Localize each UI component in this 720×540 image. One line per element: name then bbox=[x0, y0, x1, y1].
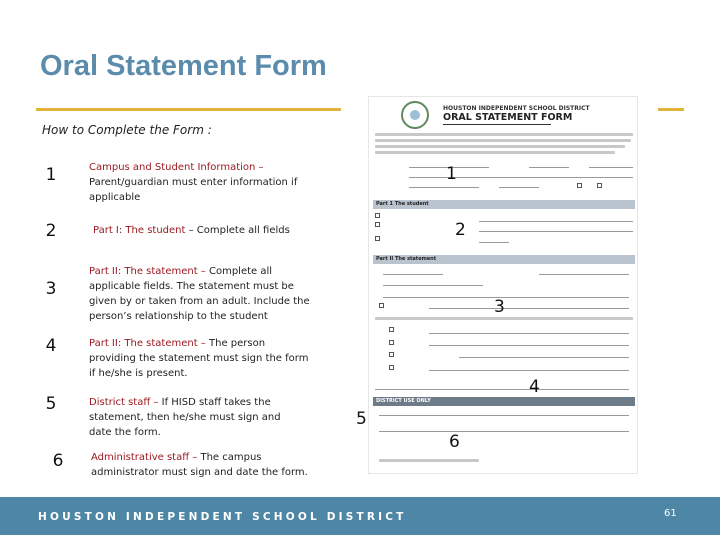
form-field-line bbox=[383, 285, 483, 286]
step-number: 5 bbox=[45, 394, 57, 414]
form-title-rule bbox=[443, 124, 551, 125]
form-field-line bbox=[429, 333, 629, 334]
form-text-line bbox=[375, 133, 633, 136]
form-checkbox bbox=[389, 352, 394, 357]
form-district-name: HOUSTON INDEPENDENT SCHOOL DISTRICT bbox=[443, 105, 590, 112]
step-number: 4 bbox=[45, 336, 57, 356]
form-signature-line bbox=[375, 389, 629, 390]
step-description bbox=[93, 223, 318, 238]
form-field-line bbox=[429, 370, 629, 371]
form-field-line bbox=[479, 242, 509, 243]
step-description bbox=[89, 264, 314, 324]
step-description bbox=[89, 395, 304, 440]
form-checkbox bbox=[389, 365, 394, 370]
form-field-line bbox=[529, 167, 569, 168]
step-body: If HISD staff takes the statement, then he/she must sign and date the form. bbox=[89, 397, 281, 438]
step-body: – Complete all fields bbox=[185, 225, 290, 236]
form-field-line bbox=[383, 297, 629, 298]
form-section-part1: Part 1 The student bbox=[373, 200, 635, 209]
form-field-line bbox=[383, 274, 443, 275]
oral-statement-form-preview bbox=[368, 96, 638, 474]
form-field-line bbox=[409, 187, 479, 188]
form-checkbox bbox=[379, 303, 384, 308]
form-checkbox bbox=[375, 213, 380, 218]
page-number: 61 bbox=[664, 508, 677, 519]
form-field-line bbox=[459, 357, 629, 358]
form-checkbox bbox=[375, 222, 380, 227]
step-description bbox=[89, 160, 314, 205]
step-description bbox=[89, 336, 314, 381]
callout-2: 2 bbox=[455, 220, 466, 240]
form-text-line bbox=[379, 459, 479, 462]
step-body: Parent/guardian must enter information if applicable bbox=[89, 177, 298, 203]
slide-title: Oral Statement Form bbox=[40, 50, 327, 82]
form-section-part2: Part II The statement bbox=[373, 255, 635, 264]
form-checkbox bbox=[389, 340, 394, 345]
step-label: Part I: The student bbox=[93, 225, 186, 236]
form-section-district-use: DISTRICT USE ONLY bbox=[373, 397, 635, 406]
form-field-line bbox=[409, 177, 633, 178]
callout-4: 4 bbox=[529, 377, 540, 397]
form-text-line bbox=[375, 317, 633, 320]
form-field-line bbox=[429, 308, 629, 309]
form-signature-line bbox=[379, 415, 629, 416]
callout-6: 6 bbox=[449, 432, 460, 452]
form-text-line bbox=[375, 151, 615, 154]
callout-3: 3 bbox=[494, 297, 505, 317]
step-label: Part II: The statement – bbox=[89, 266, 206, 277]
form-checkbox bbox=[375, 236, 380, 241]
accent-line-right bbox=[658, 108, 684, 111]
form-title: ORAL STATEMENT FORM bbox=[443, 112, 573, 123]
callout-1: 1 bbox=[446, 164, 457, 184]
step-label: District staff – bbox=[89, 397, 159, 408]
form-field-line bbox=[429, 345, 629, 346]
form-checkbox bbox=[597, 183, 602, 188]
form-checkbox bbox=[389, 327, 394, 332]
step-body: Complete all applicable fields. The statement must be given by or taken from an adult. Include the person’s relationship to the student bbox=[89, 266, 310, 322]
step-number: 3 bbox=[45, 279, 57, 299]
step-number: 6 bbox=[52, 451, 64, 471]
form-field-line bbox=[539, 274, 629, 275]
callout-5: 5 bbox=[356, 409, 367, 429]
step-label: Part II: The statement – bbox=[89, 338, 206, 349]
footer-district-name: HOUSTON INDEPENDENT SCHOOL DISTRICT bbox=[38, 511, 407, 523]
step-number: 2 bbox=[45, 221, 57, 241]
subtitle: How to Complete the Form : bbox=[42, 123, 212, 137]
step-description bbox=[91, 450, 316, 480]
step-label: Administrative staff – bbox=[91, 452, 198, 463]
form-checkbox bbox=[577, 183, 582, 188]
form-signature-line bbox=[379, 431, 629, 432]
form-field-line bbox=[589, 167, 633, 168]
form-field-line bbox=[479, 221, 633, 222]
accent-line bbox=[36, 108, 341, 111]
form-field-line bbox=[479, 231, 633, 232]
step-body: The campus administrator must sign and date the form. bbox=[91, 452, 308, 478]
form-text-line bbox=[375, 145, 625, 148]
hisd-seal-icon bbox=[401, 101, 429, 129]
form-text-line bbox=[375, 139, 631, 142]
step-number: 1 bbox=[45, 165, 57, 185]
step-body: The person providing the statement must sign the form if he/she is present. bbox=[89, 338, 309, 379]
step-label: Campus and Student Information – bbox=[89, 162, 264, 173]
form-field-line bbox=[499, 187, 539, 188]
